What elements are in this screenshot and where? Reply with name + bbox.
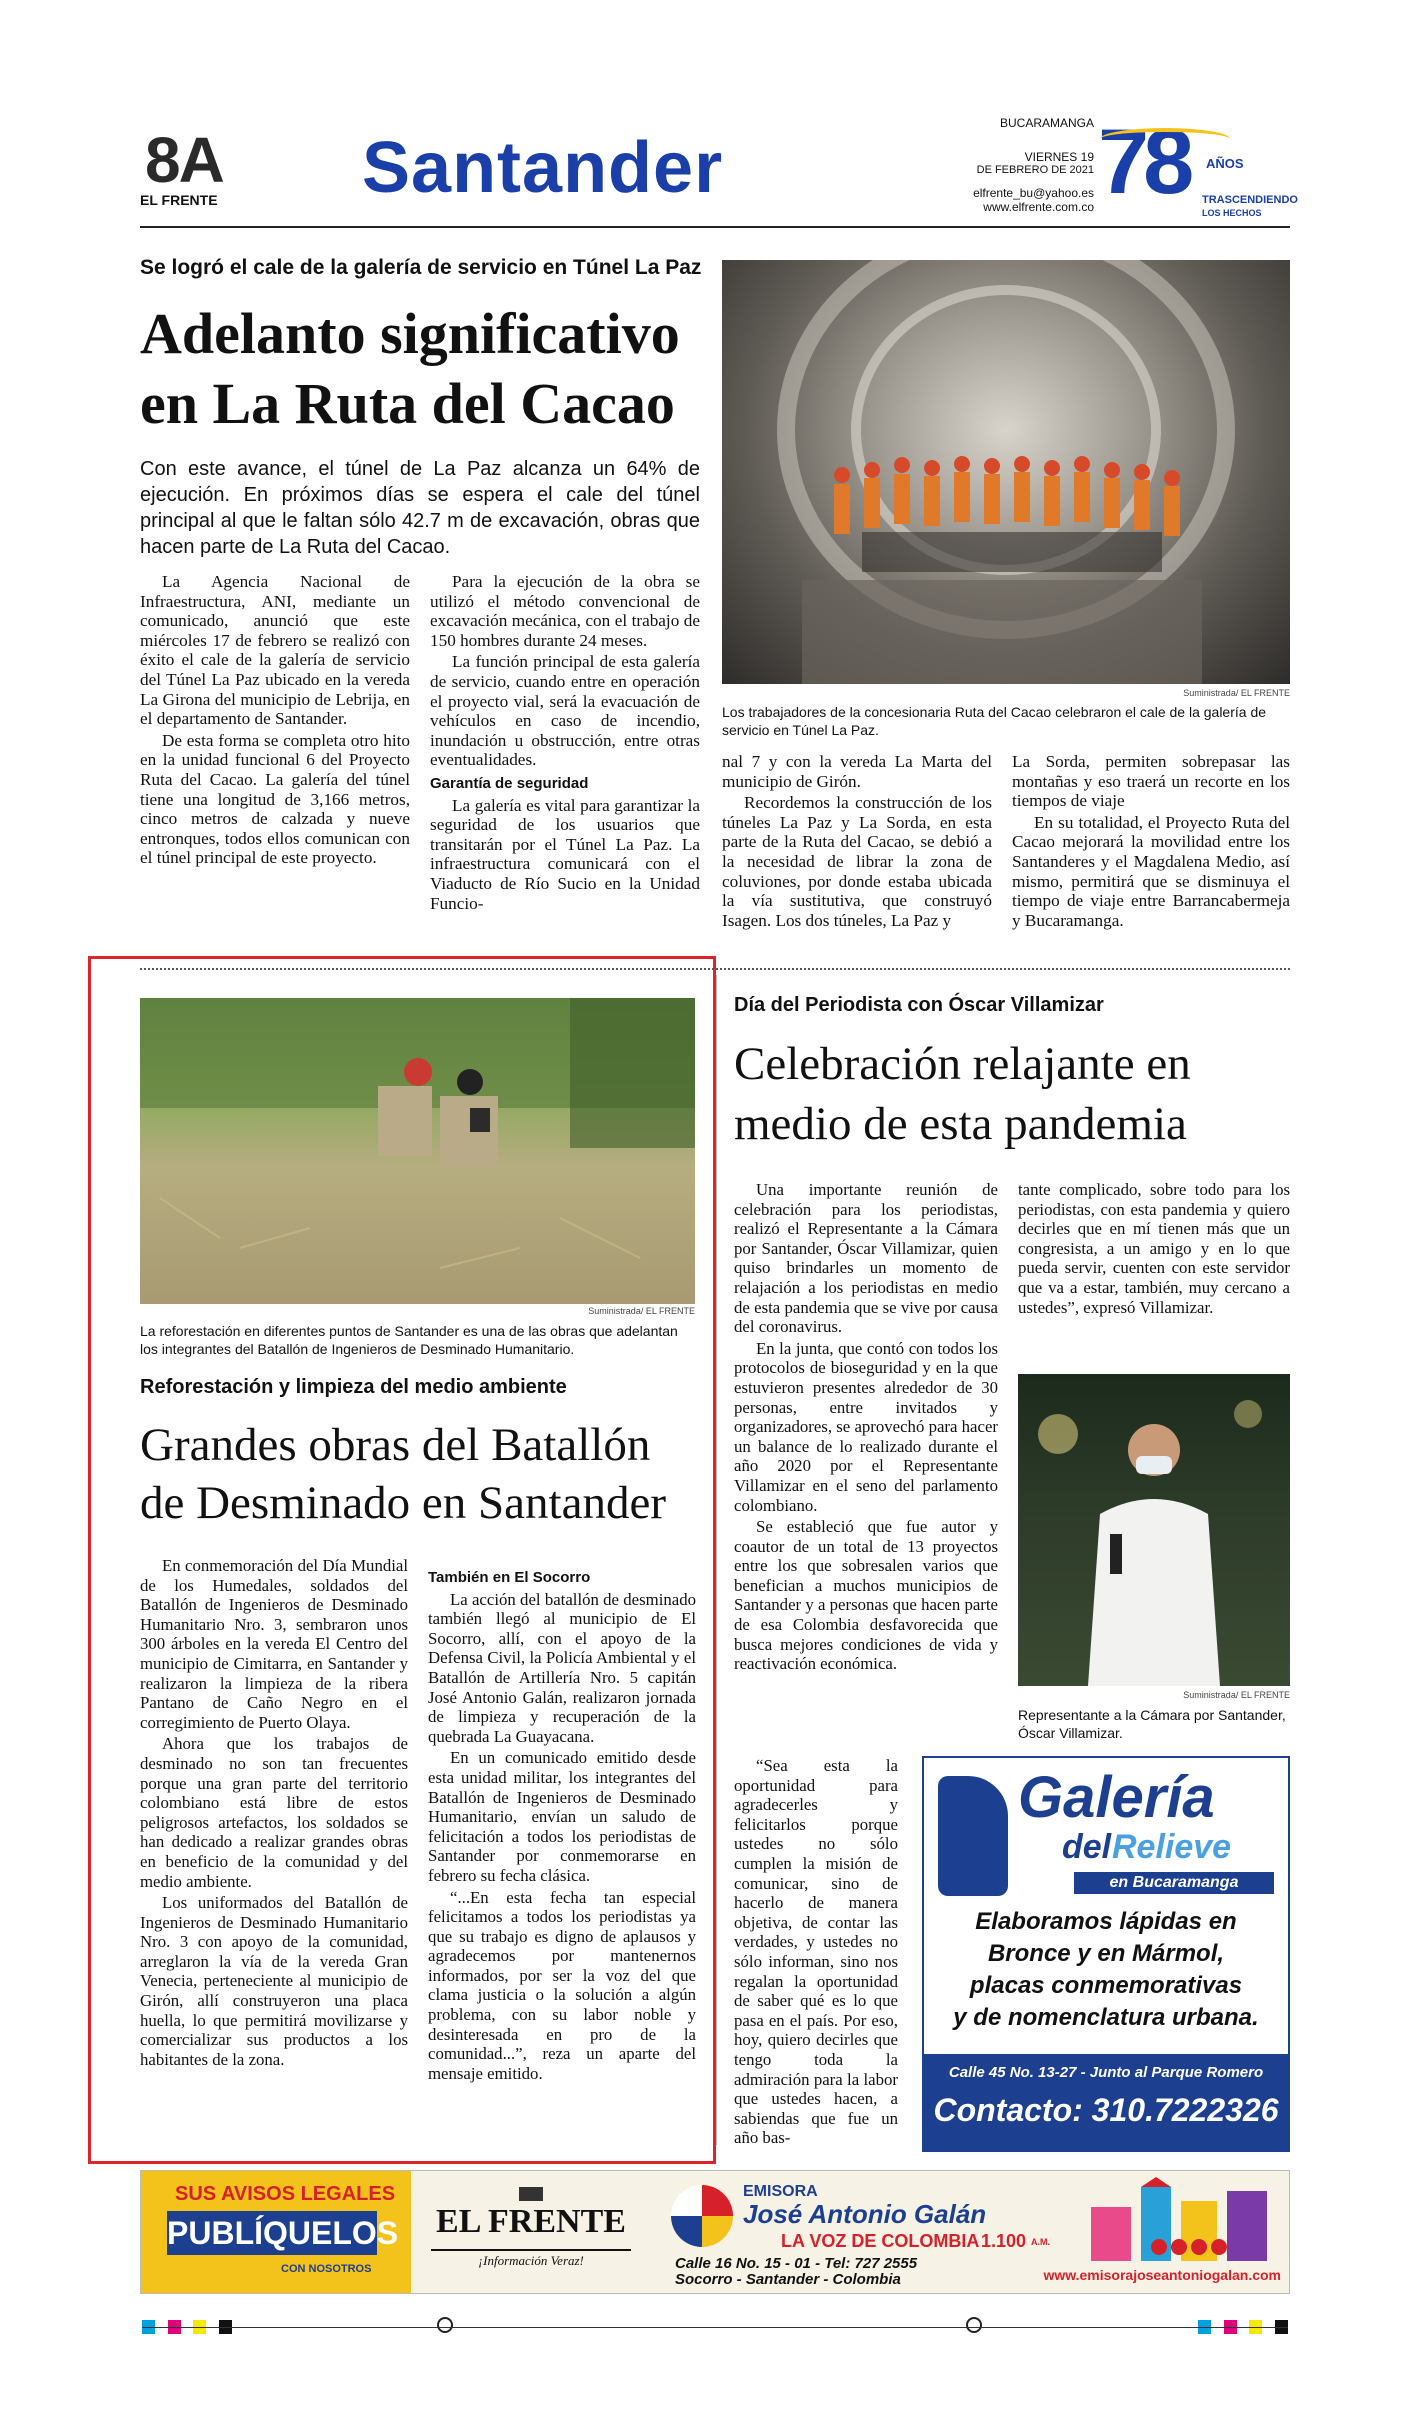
social-icons [1151,2239,1251,2257]
article3-col1-continued [734,1756,898,2150]
paragraph: Una importante reunión de celebración para los periodistas, realizó el Representante a la Cámara por Santander, Óscar Villamizar, quien quiso brindarles un momento de relajación a los periodistas en medio de esta pandemia que se vive por causa del coronavirus. [734,1180,998,1337]
paragraph: La Agencia Nacional de Infraestructura, ANI, mediante un comunicado, anunció que este miércoles 17 de febrero se realizó con éxito el cale de la galería de servicio del Túnel La Paz ubicado en la vereda La Girona del municipio de Lebrija, en el departamento de Santander. [140,572,410,729]
tunnel-photo-caption: Los trabajadores de la concesionaria Ruta del Cacao celebraron el cale de la galería de servicio en Túnel La Paz. [722,704,1267,738]
subheading: También en El Socorro [428,1569,591,1586]
villamizar-photo [1018,1374,1290,1686]
paragraph: nal 7 y con la vereda La Marta del municipio de Girón. [722,752,992,791]
paper-name-small: EL FRENTE [140,192,218,208]
emisora-web[interactable]: www.emisorajoseantoniogalan.com [1043,2267,1281,2283]
email-line: elfrente_bu@yahoo.es [973,186,1094,200]
youtube-icon[interactable] [1171,2239,1187,2255]
galeria-line3: placas conmemorativas [969,1972,1243,1999]
anniversary-word: AÑOS [1206,156,1244,171]
emisora-voz: LA VOZ DE COLOMBIA [781,2231,980,2251]
article3-col2 [1018,1180,1290,1319]
paragraph: En un comunicado emitido desde esta unidad militar, los integrantes del Batallón de Ingenieros de Desminado Humanitario, envían un saludo de felicitación a todos los periodistas de Santander por conmemorarse en febrero su fecha clásica. [428,1748,696,1885]
paragraph: “...En esta fecha tan especial felicitamos a todos los periodistas ya que su trabajo es digno de aplausos y agradecemos por mantenernos informados, por ser la voz del que clama justicia o la solución a algún problema, con su labor noble y desinteresada en pro de la comunidad...”, reza un aparte del mensaje emitido. [428,1887,696,2083]
elfrente-mini-icon [519,2187,543,2201]
article1-kicker: Se logró el cale de la galería de servicio en Túnel La Paz [140,256,702,279]
article3-col1 [734,1180,998,1676]
con-nosotros-label: CON NOSOTROS [281,2263,372,2275]
paragraph: Se estableció que fue autor y coautor de un total de 13 proyectos entre los que sobresalen varios que benefician a muchos municipios de Santander y a personas que hacen parte de esa Colombia desfavorecida que busca mejores condiciones de vida y reactivación económica. [734,1517,998,1674]
paragraph: Los uniformados del Batallón de Ingenieros de Desminado Humanitario Nro. 3 con apoyo de la comunidad, arreglaron la vía de la vereda Gran Venecia, perteneciente al municipio de Girón, allí construyeron una placa huella, lo que permitirá movilizarse y comercializar sus productos a los habitantes de la zona. [140,1893,408,2069]
anniversary-slogan1: TRASCENDIENDO [1202,194,1298,206]
header-rule [140,226,1290,228]
article1-col2 [430,572,700,915]
registration-mark-left [437,2317,453,2333]
galeria-name2: del [1062,1828,1112,1866]
anniversary-slogan2: LOS HECHOS [1202,208,1262,218]
article1-title-line2: en La Ruta del Cacao [140,371,675,436]
page-number: 8A [145,124,223,196]
paragraph: En su totalidad, el Proyecto Ruta del Cacao mejorará la movilidad entre los Santanderes y el Magdalena Medio, así mismo, permitirá que se disminuya el tiempo de viaje entre Barrancabermeja y Bucaramanga. [1012,812,1290,930]
emisora-label: EMISORA [743,2183,818,2200]
article1-lead: Con este avance, el túnel de La Paz alcanza un 64% de ejecución. En próximos días se espera el cale del túnel principal al que le faltan sólo 42.7 m de excavación, obras que hacen parte de La Ruta del Cacao. [140,458,700,558]
article2-col1 [140,1556,408,2071]
emisora-logo-circle [671,2185,733,2247]
instagram-icon[interactable] [1211,2239,1227,2255]
anniversary-number: 78 [1098,111,1189,213]
emisora-freq-unit: A.M. [1031,2237,1050,2247]
article2-kicker: Reforestación y limpieza del medio ambiente [140,1376,567,1398]
galeria-line1: Elaboramos lápidas en [975,1908,1237,1935]
article1-col3 [722,752,992,932]
column-rule [716,975,717,2145]
article3-kicker: Día del Periodista con Óscar Villamizar [734,994,1104,1016]
galeria-name1: Galería [1018,1765,1215,1830]
trim-line [142,2327,1288,2328]
bottom-ad-banner[interactable] [140,2170,1290,2294]
emisora-address: Calle 16 No. 15 - 01 - Tel: 727 2555 [675,2255,918,2272]
reforestation-photo-caption: La reforestación en diferentes puntos de Santander es una de las obras que adelantan los integrantes del Batallón de Ingenieros de Desminado Humanitario. [140,1323,678,1357]
avisos-label: SUS AVISOS LEGALES [175,2183,396,2205]
city-line: BUCARAMANGA [999,116,1094,130]
paragraph: En conmemoración del Día Mundial de los Humedales, soldados del Batallón de Ingenieros de Desminado Humanitario Nro. 3, sembraron unos 300 árboles en la vereda El Centro del municipio de Cimitarra, en Santander y realizaron la limpieza de la ribera Pantano de Caño Negro en el corregimiento de Puerto Olaya. [140,1556,408,1732]
web-line: www.elfrente.com.co [983,200,1094,214]
paragraph: tante complicado, sobre todo para los periodistas, con esta pandemia y quiero decirles que en mí tienen más que un congresista, a un amigo y en lo que pueda servir, cuenten con este servidor que va a estar, también, muy cercano a ustedes”, expresó Villamizar. [1018,1180,1290,1317]
galeria-line4: y de nomenclatura urbana. [953,2004,1259,2031]
publiquelos-label: PUBLÍQUELOS [167,2211,377,2255]
facebook-icon[interactable] [1151,2239,1167,2255]
article2-col2 [428,1568,696,2085]
paragraph: Recordemos la construcción de los túneles La Paz y La Sorda, en esta parte de la Ruta del Cacao, se debió a la necesidad de librar la zona de coluviones, por donde estaba ubicada la vía sustitutiva, que construyó Isagen. Los dos túneles, La Paz y [722,793,992,930]
article1-col1 [140,572,410,870]
paragraph: De esta forma se completa otro hito en la unidad funcional 6 del Proyecto Ruta del Cacao. La galería del túnel tiene una longitud de 3,166 metros, cinco metros de calzada y nueve entronques, todos ellos comunican con el túnel principal de este proyecto. [140,730,410,868]
article3-title-line1: Celebración relajante en [734,1038,1191,1090]
page-header [0,0,1406,240]
reforestation-photo [140,998,695,1304]
article2-title-line1: Grandes obras del Batallón [140,1419,651,1471]
paragraph: En la junta, que contó con todos los protocolos de bioseguridad y en la que estuvieron presentes alrededor de 30 personas, entre invitados y organizadores, se aprovechó para hacer un balance de lo realizado durante el año 2020 por el Representante Villamizar en el seno del parlamento colombiano. [734,1338,998,1515]
villamizar-photo-caption: Representante a la Cámara por Santander, Óscar Villamizar. [1018,1707,1286,1741]
emisora-name: José Antonio Galán [743,2199,987,2229]
section-title: Santander [362,128,724,208]
paragraph: Ahora que los trabajos de desminado no son tan frecuentes porque una gran parte del territorio colombiano está libre de estos peligrosos artefactos, los soldados se han dedicado a realizar grandes obras en beneficio de la comunidad y del medio ambiente. [140,1734,408,1891]
galeria-contact: Contacto: 310.7222326 [933,2092,1279,2128]
paragraph: La función principal de esta galería de servicio, cuando entre en operación el proyecto vial, será la evacuación de vehículos en caso de incendio, inundación u obstrucción, entre otras eventualidades. [430,652,700,770]
article2-title-line2: de Desminado en Santander [140,1477,666,1529]
galeria-logo-mark [938,1776,1008,1896]
paragraph: La galería es vital para garantizar la seguridad de los usuarios que transitarán por el Túnel La Paz. La infraestructura comunicará con el Viaducto de Río Sucio en la Unidad Funcio- [430,795,700,913]
subheading: Garantía de seguridad [430,774,589,792]
paragraph: La acción del batallón de desminado también llegó al municipio de El Socorro, allí, con el apoyo de la Defensa Civil, la Policía Ambiental y el Batallón de Artillería Nro. 5 capitán José Antonio Galán, realizaron jornada de limpieza y recuperación de la quebrada La Guayacana. [428,1589,696,1746]
anniversary-logo [1098,111,1298,222]
article3-title-line2: medio de esta pandemia [734,1098,1187,1150]
emisora-city: Socorro - Santander - Colombia [675,2271,901,2288]
paragraph: “Sea esta la oportunidad para agradecerles y felicitarlos porque ustedes no sólo cumplen la misión de comunicar, sino de hacerlo de manera objetiva, de contar las verdades, y ustedes no sólo informan, sino nos regalan la oportunidad de saber qué es lo que pasa en el país. Por eso, hoy, quiero decirles que tengo toda la admiración para la labor que ustedes hacen, a sabiendas que fue un año bas- [734,1756,898,2148]
galeria-line2: Bronce y en Mármol, [987,1940,1225,1967]
emisora-freq: 1.100 [981,2231,1027,2251]
date-line2: DE FEBRERO DE 2021 [976,164,1094,176]
article1-col4 [1012,752,1290,932]
galeria-contact-band [924,2054,1288,2150]
galeria-address: Calle 45 No. 13-27 - Junto al Parque Romero [948,2064,1264,2081]
elfrente-block [431,2187,631,2277]
elfrente-slogan: ¡Información Veraz! [431,2249,631,2269]
elfrente-logo: EL FRENTE [436,2203,626,2240]
galeria-ad[interactable] [922,1756,1290,2152]
paragraph: La Sorda, permiten sobrepasar las montañas y eso traerá un recorte en los tiempos de viaje [1012,752,1290,811]
reforestation-photo-credit: Suministrada/ EL FRENTE [588,1306,695,1316]
anniversary-swoosh [1100,128,1230,150]
date-line1: VIERNES 19 [1024,150,1094,164]
registration-mark-right [966,2317,982,2333]
paragraph: Para la ejecución de la obra se utilizó el método convencional de excavación mecánica, con el trabajo de 150 hombres durante 24 meses. [430,572,700,650]
villamizar-photo-credit: Suministrada/ EL FRENTE [1183,1690,1290,1700]
galeria-city: en Bucaramanga [1074,1872,1274,1894]
tunnel-photo-credit: Suministrada/ EL FRENTE [1183,688,1290,698]
article1-title-line1: Adelanto significativo [140,301,680,366]
twitter-icon[interactable] [1191,2239,1207,2255]
avisos-block [141,2171,411,2293]
galeria-name3: Relieve [1112,1828,1232,1866]
tunnel-photo [722,260,1290,684]
